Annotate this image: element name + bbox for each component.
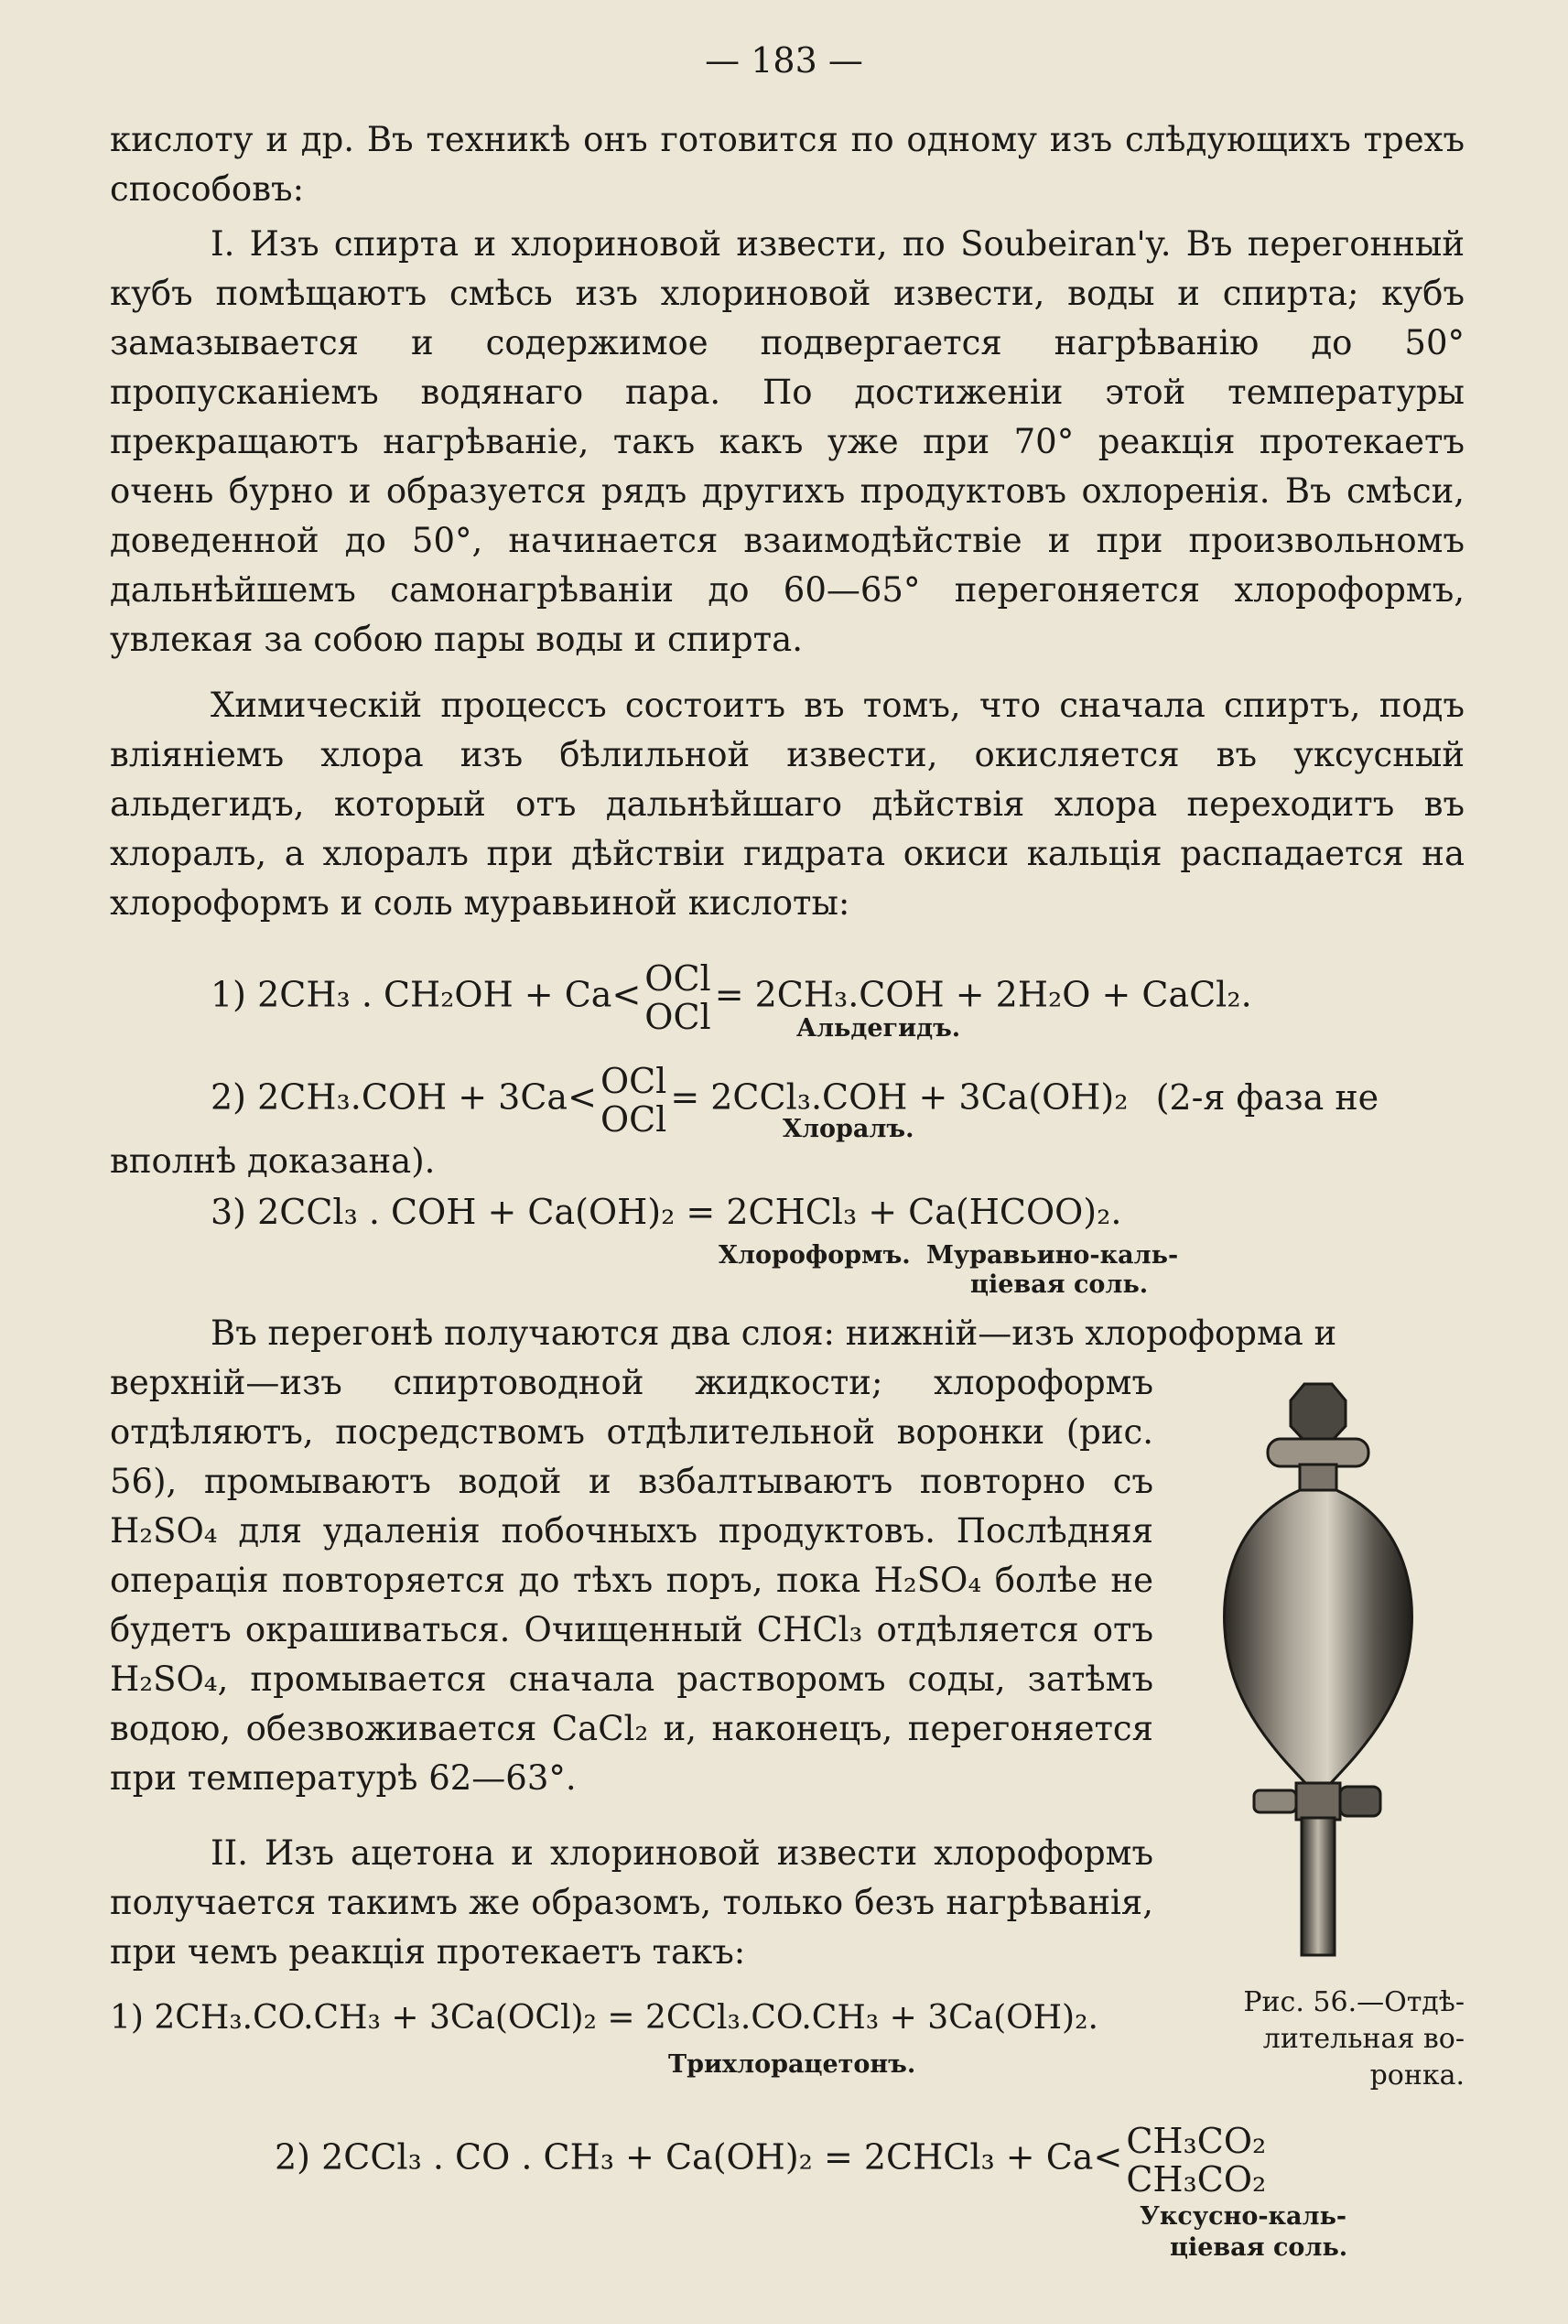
angle-bracket-icon: < xyxy=(568,1076,597,1118)
equation-4-label: Трихлорацетонъ. xyxy=(668,2050,916,2079)
figure-caption xyxy=(1162,1984,1465,2094)
paragraph-separation: Въ перегонѣ получаются два слоя: нижній—изъ хлороформа и xyxy=(211,1313,1337,1353)
equation-fraction xyxy=(644,959,710,1036)
equation-right: = 2CH₃.COH + 2H₂O + CaCl₂. xyxy=(714,974,1252,1015)
angle-bracket-icon: < xyxy=(611,974,642,1015)
equation-text: 2CCl₃ . COH + Ca(OH)₂ = 2CHCl₃ + Ca(HCOO)₂. xyxy=(257,1192,1122,1232)
equation-note: (2-я фаза не xyxy=(1155,1076,1379,1118)
separatory-funnel-icon xyxy=(1199,1373,1437,1968)
equation-left: 2CH₃ . CH₂OH + Ca xyxy=(257,974,612,1015)
equation-3-label-chloroform: Хлороформъ. xyxy=(719,1241,911,1270)
equation-left: 2CCl₃ . CO . CH₃ + Ca(OH)₂ = 2CHCl₃ + Ca xyxy=(321,2136,1094,2178)
fraction-top: OCl xyxy=(600,1061,667,1101)
paragraph-chemical-process: Химическій процессъ состоитъ въ томъ, что сначала спиртъ, подъ вліяніемъ хлора изъ бѣлильной извести, окисляется въ уксусный альдегидъ, который отъ дальнѣйшаго дѣйствія хлора переходитъ въ хлоралъ, а хлоралъ при дѣйствіи гидрата окиси кальція распадается на хлороформъ и соль муравьиной кислоты: xyxy=(110,686,1465,923)
page-number: — 183 — xyxy=(705,40,863,81)
equation-3 xyxy=(211,1192,1121,1232)
equation-5 xyxy=(275,2122,1270,2199)
paragraph-method-1: I. Изъ спирта и хлориновой извести, по Soubeiran'y. Въ перегонный кубъ помѣщаютъ смѣсь изъ хлориновой извести, воды и спирта; кубъ замазывается и содержимое подвергается нагрѣванію до 50° пропусканіемъ водянаго пара. По достиженіи этой температуры прекращаютъ нагрѣваніе, такъ какъ уже при 70° реакція протекаетъ очень бурно и образуется рядъ другихъ продуктовъ охлоренія. Въ смѣси, доведенной до 50°, начинается взаимодѣйствіе и при произвольномъ дальнѣйшемъ самонагрѣваніи до 60—65° перегоняется хлороформъ, увлекая за собою пары воды и спирта. xyxy=(110,224,1465,659)
angle-bracket-icon: < xyxy=(1093,2136,1123,2178)
equation-2-note-continued: вполнѣ доказана). xyxy=(110,1141,436,1181)
fraction-bottom: OCl xyxy=(644,997,711,1037)
paragraph-method-2: II. Изъ ацетона и хлориновой извести хлороформъ получается такимъ же образомъ, только безъ нагрѣванія, при чемъ реакція протекаетъ такъ: xyxy=(110,1833,1153,1972)
fraction-bottom: OCl xyxy=(600,1099,667,1140)
equation-4 xyxy=(110,1999,1098,2037)
equation-number: 1) xyxy=(211,974,247,1015)
fraction-bottom: CH₃CO₂ xyxy=(1126,2159,1267,2200)
paragraph-intro: кислоту и др. Въ техникѣ онъ готовится по одному изъ слѣдующихъ трехъ способовъ: xyxy=(110,120,1465,209)
equation-text: 2CH₃.CO.CH₃ + 3Ca(OCl)₂ = 2CCl₃.CO.CH₃ + 3Ca(OH)₂. xyxy=(154,1999,1098,2037)
equation-2-label: Хлоралъ. xyxy=(783,1115,914,1143)
paragraph-separation-continued: верхній—изъ спиртоводной жидкости; хлороформъ отдѣляютъ, посредствомъ отдѣлительной воронки (рис. 56), промываютъ водой и взбалтываютъ повторно съ H₂SO₄ для удаленія побочныхъ продуктовъ. Послѣдняя операція повторяется до тѣхъ поръ, пока H₂SO₄ болѣе не будетъ окрашиваться. Очищенный CHCl₃ отдѣляется отъ H₂SO₄, промывается сначала растворомъ соды, затѣмъ водою, обезвоживается CaCl₂ и, наконецъ, перегоняется при температурѣ 62—63°. xyxy=(110,1363,1153,1798)
equation-number: 3) xyxy=(211,1192,247,1232)
equation-left: 2CH₃.COH + 3Ca xyxy=(257,1076,568,1118)
fraction-top: OCl xyxy=(644,958,711,999)
figure-caption-line: ронка. xyxy=(1369,2059,1465,2092)
equation-right: = 2CCl₃.COH + 3Ca(OH)₂ xyxy=(670,1076,1129,1118)
equation-3-label-formate-1: Муравьино-каль- xyxy=(926,1241,1179,1270)
equation-3-label-formate-2: ціевая соль. xyxy=(970,1270,1149,1299)
equation-1 xyxy=(211,959,1252,1036)
equation-5-label-2: ціевая соль. xyxy=(1170,2233,1348,2262)
equation-number: 1) xyxy=(110,1999,144,2037)
figure-caption-line: Рис. 56.—Отдѣ- xyxy=(1243,1986,1465,2018)
equation-5-label-1: Уксусно-каль- xyxy=(1140,2202,1347,2231)
figure-caption-line: лительная во- xyxy=(1262,2023,1465,2055)
equation-number: 2) xyxy=(211,1076,247,1118)
equation-1-label: Альдегидъ. xyxy=(796,1014,961,1043)
equation-number: 2) xyxy=(275,2136,311,2178)
fraction-top: CH₃CO₂ xyxy=(1126,2121,1267,2161)
equation-fraction xyxy=(600,1062,666,1139)
equation-fraction xyxy=(1126,2122,1266,2199)
